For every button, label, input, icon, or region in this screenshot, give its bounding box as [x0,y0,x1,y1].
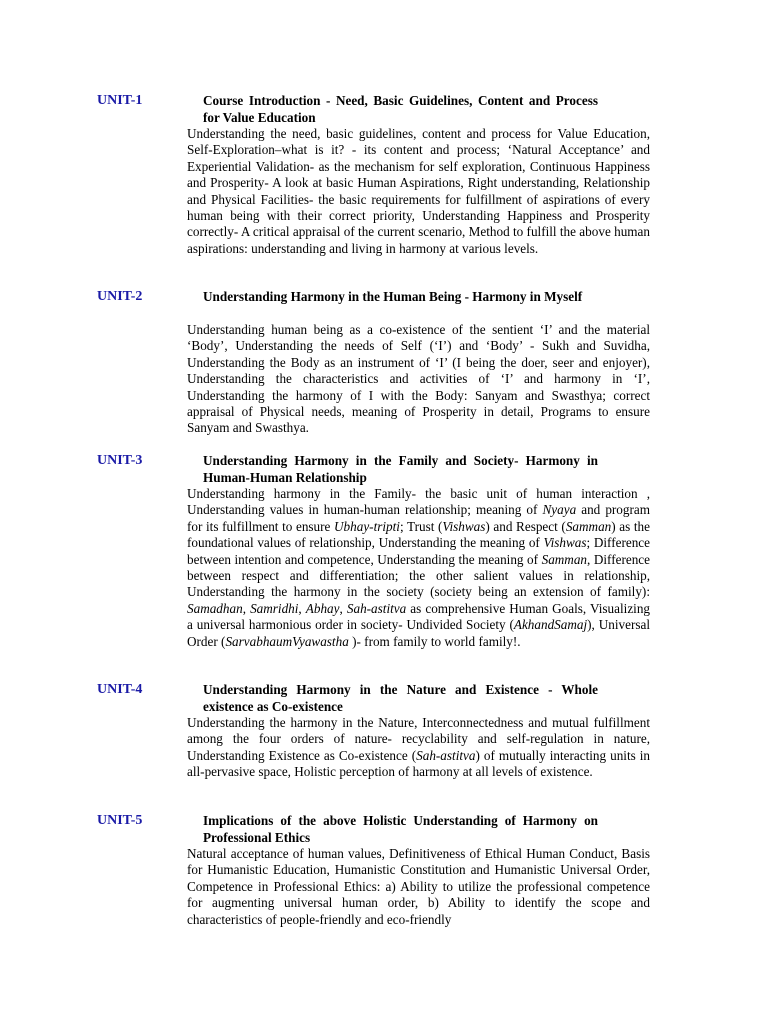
body-italic-term: Samman [565,518,612,534]
unit-title: Implications of the above Holistic Understanding of Harmony on Professional Ethics [203,813,598,845]
unit-title: Understanding Harmony in the Nature and Existence - Whole existence as Co-existence [203,682,598,714]
body-italic-term: Samridhi [250,600,299,616]
body-italic-term: Nyaya [542,502,577,518]
body-italic-term: AkhandSamaj [513,617,588,633]
body-text: , [339,600,347,616]
body-text: and program for its fulfillment to ensure [187,502,650,534]
body-text: as comprehensive Human Goals, Visualizing a universal harmonious order in society- Undivided Society ( [187,600,651,633]
body-italic-term: Sah-astitva [416,747,476,763]
unit-label: UNIT-3 [97,453,143,468]
body-text: ), Universal Order ( [187,617,650,649]
body-italic-term: Sah-astitva [346,600,407,616]
unit-body [187,846,650,928]
body-text: ; Difference between intention and competence, Understanding the meaning of [187,535,650,567]
body-text: ; Trust ( [399,518,443,534]
body-italic-term: Vishwas [442,518,486,534]
unit-label: UNIT-5 [97,813,143,828]
unit-title: Understanding Harmony in the Human Being - Harmony in Myself [203,289,583,304]
unit-body [187,322,650,437]
body-italic-term: SarvabhaumVyawastha [225,633,349,649]
body-italic-term: Samman [541,551,588,567]
body-text: , [298,600,306,616]
body-text: Understanding harmony in the Family- the basic unit of human interaction , Understanding values in human-human relationship; meaning of [187,486,650,518]
body-text: ) and Respect ( [485,518,566,534]
body-text: ) as the foundational values of relationship, Understanding the meaning of [187,518,650,551]
body-italic-term: Vishwas [543,535,587,551]
body-text: Natural acceptance of human values, Definitiveness of Ethical Human Conduct, Basis for Humanistic Education, Humanistic Constitution and Humanistic Universal Order, Competence in Professional Ethics: a) Ability to utilize the professional competence for augmenting universal human order, b) Ability to identify the scope and characteristics of people-friendly and eco-friendly [187,846,650,927]
body-text: Understanding human being as a co-existence of the sentient ‘I’ and the material ‘Body’, Understanding the needs of Self (‘I’) and ‘Body’ - Sukh and Suvidha, Understanding the Body as an instrument of ‘I’ (I being the doer, seer and enjoyer), Understanding the characteristics and activities of ‘I’ and harmony in ‘I’, Understanding the harmony of I with the Body: Sanyam and Swasthya; correct appraisal of Physical needs, meaning of Prosperity in detail, Programs to ensure Sanyam and Swasthya. [187,322,650,436]
unit-label: UNIT-1 [97,93,143,108]
unit-body [187,126,650,257]
body-text: , Difference between respect and differentiation; the other salient values in relationship, Understanding the harmony in the society (society being an extension of family): [187,551,650,600]
unit-body [187,486,650,650]
body-text: Understanding the need, basic guidelines, content and process for Value Education, Self-Exploration–what is it? - its content and process; ‘Natural Acceptance’ and Experiential Validation- as the mechanism for self exploration, Continuous Happiness and Prosperity- A look at basic Human Aspirations, Right understanding, Relationship and Physical Facilities- the basic requirements for fulfillment of aspirations of every human being with their correct priority, Understanding Happiness and Prosperity correctly- A critical appraisal of the current scenario, Method to fulfill the above human aspirations: understanding and living in harmony at various levels. [187,126,650,256]
unit-label: UNIT-4 [97,682,143,697]
body-text: )- from family to world family!. [348,633,521,649]
body-italic-term: Samadhan [187,600,243,616]
unit-title: Understanding Harmony in the Family and Society- Harmony in Human-Human Relationship [203,453,598,485]
unit-label: UNIT-2 [97,289,143,304]
unit-body [187,715,650,781]
unit-title: Course Introduction - Need, Basic Guidelines, Content and Process for Value Education [203,93,598,125]
body-italic-term: Abhay [305,600,340,616]
body-italic-term: Ubhay-tripti [334,518,400,534]
body-text: , [242,600,251,616]
body-text: Understanding the harmony in the Nature, Interconnectedness and mutual fulfillment among the four orders of nature- recyclability and self-regulation in nature, Understanding Existence as Co-existence ( [187,715,650,763]
body-text: ) of mutually interacting units in all-pervasive space, Holistic perception of harmony at all levels of existence. [187,747,651,780]
